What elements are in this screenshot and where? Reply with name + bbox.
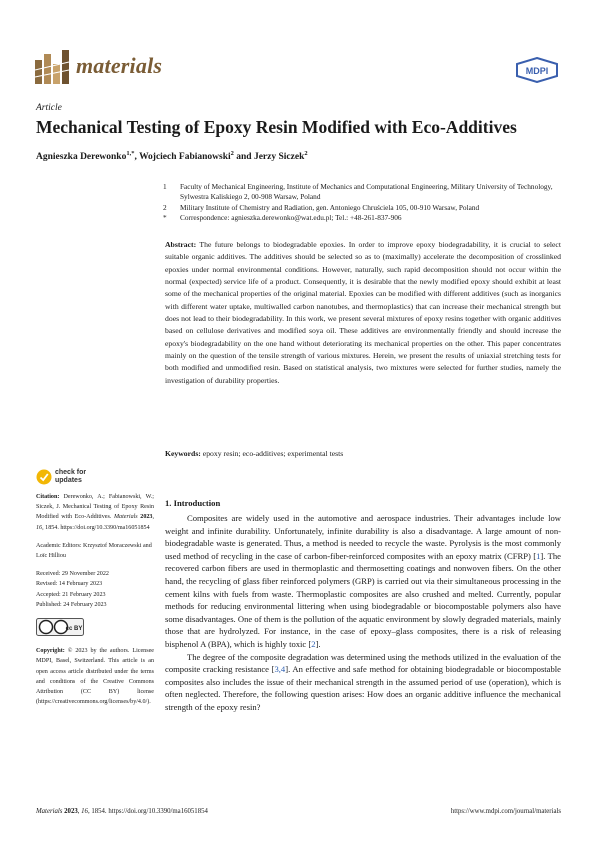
citation-ref[interactable]: 1 bbox=[536, 550, 541, 561]
citation-doi[interactable]: , 1854. https://doi.org/10.3390/ma16051854 bbox=[42, 524, 150, 531]
affiliation-item bbox=[163, 182, 563, 203]
author-name[interactable]: Jerzy Siczek bbox=[253, 152, 305, 163]
mdpi-logo-icon[interactable] bbox=[515, 57, 559, 83]
paragraph-text: ]. An effective and safe method for obtaining biodegradable or biocompostable composites also includes the issue of their mechanical strength in the assumed period of use (operation), which is often neglected. Therefore, the following question arises: How does an organic additive influence the mechanical strength of the epoxy resin? bbox=[165, 664, 561, 712]
copyright-block bbox=[36, 646, 154, 707]
abstract-label: Abstract: bbox=[165, 240, 197, 249]
footer-volume: 16 bbox=[81, 808, 88, 815]
check-for-updates-line1: check for bbox=[55, 469, 87, 476]
published-date: Published: 24 February 2023 bbox=[36, 601, 107, 608]
copyright-label: Copyright: bbox=[36, 648, 65, 655]
affiliation-text: Military Institute of Chemistry and Radiation, gen. Antoniego Chruściela 105, 00-910 Warsaw, Poland bbox=[180, 202, 480, 212]
article-type: Article bbox=[36, 103, 62, 113]
paragraph-text: ]. bbox=[315, 638, 321, 649]
article-sidebar bbox=[36, 492, 154, 715]
article-title: Mechanical Testing of Epoxy Resin Modified with Eco-Additives bbox=[36, 117, 517, 137]
section-heading-introduction: 1. Introduction bbox=[165, 498, 221, 508]
introduction-body bbox=[165, 512, 561, 714]
author-affiliation-sup: 2 bbox=[304, 150, 308, 157]
citation-year: 2023 bbox=[140, 514, 153, 521]
mdpi-logo-text: MDPI bbox=[525, 66, 549, 76]
paragraph bbox=[165, 651, 561, 714]
citation-volume: 16 bbox=[36, 524, 43, 531]
history-dates bbox=[36, 569, 154, 610]
journal-logo-icon bbox=[34, 50, 70, 84]
paragraph bbox=[165, 512, 561, 651]
citation-ref[interactable]: 2 bbox=[311, 638, 316, 649]
footer-year: 2023 bbox=[64, 808, 78, 815]
academic-editors: Academic Editors: Krzysztof Moraczewski and Loïc Hilliou bbox=[36, 542, 152, 560]
accepted-date: Accepted: 21 February 2023 bbox=[36, 591, 106, 598]
paragraph-text: ]. The recovered carbon fibers are used in thermoplastic and thermosetting coatings and nonwoven fibers. On the other hand, the recycling of glass fiber reinforced polymers (GRP) is carried out via their simultaneous processing in the cement kilns with fuels from waste. Thermoplastic composites are also crushed and melted. Currently, popular methods for reducing environmental littering when using biodegradable or biocompostable polymers also have some disadvantages. One of them is the pollution of the aquatic environment by slowly degraded materials, mainly those that are hydrolyzed. For instance, in the case of epoxy–glass composites, there is a risk of releasing bisphenol A (BPA), which is highly toxic [ bbox=[165, 550, 561, 649]
footer-citation: Materials 2023, 16, 1854. https://doi.org/10.3390/ma16051854 bbox=[36, 808, 208, 815]
cc-by-license-icon[interactable] bbox=[36, 618, 84, 636]
affiliation-marker: 2 bbox=[163, 202, 167, 212]
keywords bbox=[165, 449, 561, 458]
received-date: Received: 29 November 2022 bbox=[36, 571, 109, 578]
abstract bbox=[165, 239, 561, 387]
author-name[interactable]: Wojciech Fabianowski bbox=[139, 152, 231, 163]
abstract-text: The future belongs to biodegradable epoxies. In order to improve epoxy biodegradability, it is crucial to select suitable organic additives. The additives should be selected so as to (maximally) accelerate the decomposition of crosslinked epoxies under normal environmental conditions. However, naturally, such rapid decomposition should not occur within the normal (expected) service life of a product. Consequently, it is desirable that the newly modified epoxy should exhibit at least some of the mechanical properties of the original material. Epoxies can be modified with different additives (such as inorganics with different water uptake, multiwalled carbon nanotubes, and thermoplastics) that can increase their mechanical strength but does not lead to their biodegradability. In this work, we present several mixtures of epoxy resins together with organic additives based on cellulose derivatives and modified soya oil. These additives are environmentally friendly and should increase the epoxy's biodegradability on the one hand without deteriorating its mechanical properties on the other. This paper concentrates mainly on the question of the tensile strength of various mixtures. Herein, we present the results of uniaxial stretching tests for both modified and unmodified resin. Based on statistical analysis, two mixtures were selected for further studies, namely the investigation of durability properties. bbox=[165, 240, 561, 385]
affiliation-item bbox=[163, 203, 563, 213]
author-affiliation-sup: 1,* bbox=[126, 150, 135, 157]
revised-date: Revised: 14 February 2023 bbox=[36, 581, 103, 588]
journal-name: materials bbox=[76, 53, 163, 78]
cc-by-badge-text: cc BY bbox=[65, 626, 83, 633]
affiliation-item bbox=[163, 213, 563, 223]
citation-block: Citation: Derewonko, A.; Fabianowski, W.; Siczek, J. Mechanical Testing of Epoxy Resin Modified with Eco-Additives. Materials 2023, 16, 1854. https://doi.org/10.3390/ma16051854 bbox=[36, 494, 154, 531]
affiliations bbox=[163, 182, 563, 223]
citation-ref[interactable]: 3,4 bbox=[274, 664, 286, 675]
footer-journal-url[interactable]: https://www.mdpi.com/journal/materials bbox=[450, 808, 561, 815]
footer-doi[interactable]: , 1854. https://doi.org/10.3390/ma16051854 bbox=[87, 808, 208, 815]
correspondence-text[interactable]: Correspondence: agnieszka.derewonko@wat.edu.pl; Tel.: +48-261-837-906 bbox=[180, 212, 402, 222]
author-separator: , bbox=[134, 152, 140, 163]
check-for-updates-label[interactable] bbox=[55, 469, 86, 485]
author-list bbox=[36, 150, 308, 162]
citation-label: Citation: bbox=[36, 494, 60, 500]
citation-journal: Materials bbox=[113, 514, 138, 521]
affiliation-text: Faculty of Mechanical Engineering, Institute of Mechanics and Computational Engineering, Military University of Technology, Sylwestra Kaliskiego 2, 00-908 Warsaw, Poland bbox=[180, 182, 553, 202]
citation-text: Derewonko, A.; Fabianowski, W.; Siczek, J. Mechanical Testing of Epoxy Resin Modified with Eco-Additives. bbox=[36, 494, 154, 521]
author-affiliation-sup: 2 bbox=[230, 150, 234, 157]
paragraph-text: Composites are widely used in the automotive and aerospace industries. Their advantages include low weight and infinite durability. Unfortunately, infinite durability is also a disadvantage. A large amount of non-biodegradable waste is generated. Thus, a method is needed to recycle the waste. Pyrolysis is the most commonly used method of recycling in the case of carbon-fiber-reinforced composites with an epoxy matrix (CFRP) [ bbox=[165, 513, 561, 561]
check-for-updates-line2: updates bbox=[55, 477, 82, 484]
affiliation-marker: 1 bbox=[163, 182, 167, 191]
copyright-text: © 2023 by the authors. Licensee MDPI, Basel, Switzerland. This article is an open access article distributed under the terms and conditions of the Creative Commons Attribution (CC BY) license (https://creativecommons.org/licenses/by/4.0/). bbox=[36, 648, 154, 706]
footer-journal: Materials bbox=[36, 808, 63, 815]
author-name[interactable]: Agnieszka Derewonko bbox=[36, 152, 127, 163]
keywords-label: Keywords: bbox=[165, 449, 201, 458]
author-separator: and bbox=[233, 152, 254, 163]
keywords-text: epoxy resin; eco-additives; experimental tests bbox=[202, 449, 344, 458]
affiliation-marker: * bbox=[163, 212, 167, 222]
paragraph-text: The degree of the composite degradation was determined using the methods utilized in the evaluation of the composite cracking resistance [ bbox=[165, 651, 561, 675]
